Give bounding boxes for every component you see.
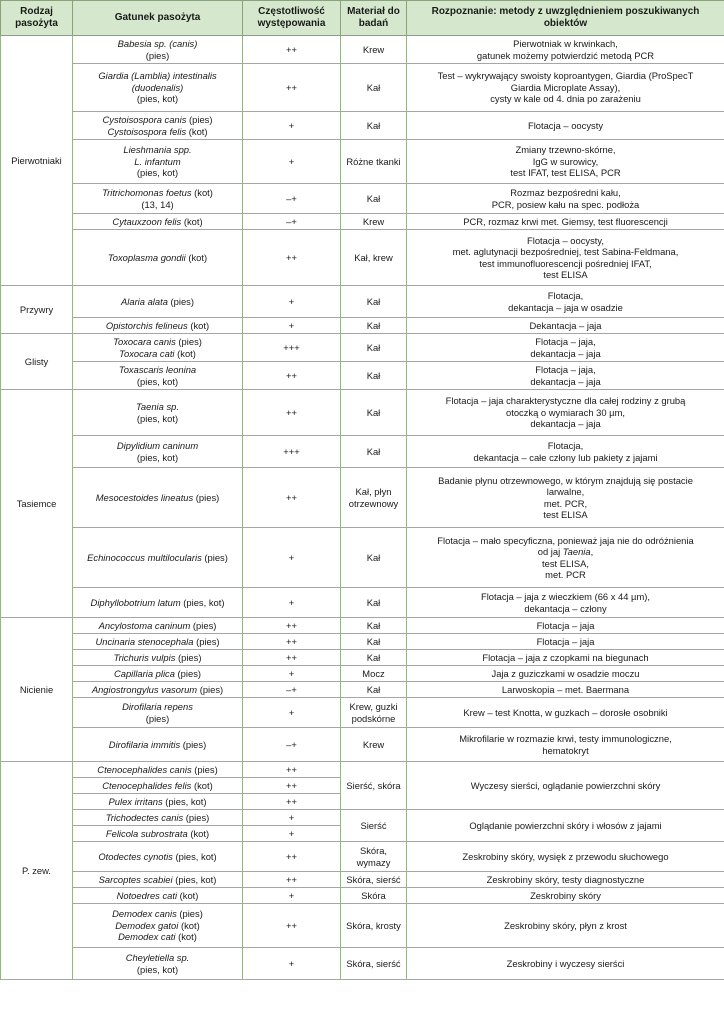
species-cell [73, 64, 243, 112]
species-name: Dipylidium caninum [116, 440, 199, 452]
frequency-cell: –+ [243, 214, 341, 230]
species-name: Taenia sp. [136, 401, 179, 413]
species-name: Diphyllobotrium latum [90, 596, 181, 608]
diagnosis-cell [407, 618, 724, 634]
species-cell [73, 230, 243, 286]
material-cell: Kał [341, 64, 407, 112]
material-cell: Kał [341, 588, 407, 618]
species-cell [73, 794, 243, 810]
table-row [1, 666, 724, 682]
host-name: (pies, kot) [162, 795, 207, 807]
host-name: (pies, kot) [180, 596, 225, 608]
frequency-cell: ++ [243, 230, 341, 286]
diag-text: Badanie płynu otrzewnowego, w którym znajdują się postacie [438, 474, 693, 486]
diag-text: met. aglutynacji bezpośredniej, test Sabina-Feldmana, [452, 246, 679, 258]
host-name: (kot) [181, 215, 203, 227]
species-name: Toxocara canis [113, 336, 176, 348]
host-name: (pies, kot) [136, 167, 179, 179]
species-name: Echinococcus multilocularis [87, 551, 202, 563]
diagnosis-cell [407, 728, 724, 762]
diag-text: dekantacja – jaja [530, 418, 601, 430]
species-cell [73, 286, 243, 318]
species-cell [73, 728, 243, 762]
frequency-cell: + [243, 948, 341, 980]
table-row [1, 362, 724, 390]
header-type: Rodzaj pasożyta [1, 1, 73, 36]
material-cell: Kał [341, 682, 407, 698]
table-row [1, 140, 724, 184]
host-name: (pies) [183, 811, 210, 823]
diag-text: Flotacja – oocysty, [527, 234, 604, 246]
diagnosis-cell [407, 872, 724, 888]
species-name: Cystoisospora canis [102, 114, 187, 126]
diag-text: Zeskrobiny skóry, płyn z krost [504, 919, 627, 931]
diag-text: met. PCR [545, 568, 586, 580]
species-name: Pulex irritans [108, 795, 163, 807]
diag-text: Zeskrobiny skóry, wysięk z przewodu słuchowego [462, 850, 669, 862]
diag-text: otoczką o wymiarach 30 µm, [506, 406, 625, 418]
species-cell [73, 778, 243, 794]
species-cell [73, 318, 243, 334]
host-name: (kot) [177, 889, 199, 901]
species-name: Cytauxzoon felis [112, 215, 182, 227]
table-row [1, 588, 724, 618]
diag-text: dekantacja – jaja w osadzie [508, 301, 623, 313]
header-species: Gatunek pasożyta [73, 1, 243, 36]
frequency-cell: + [243, 528, 341, 588]
table-row [1, 390, 724, 436]
table-row [1, 64, 724, 112]
frequency-cell: ++ [243, 762, 341, 778]
host-name: (pies, kot) [136, 963, 179, 975]
species-name: Otodectes cynotis [98, 850, 173, 862]
host-name: (kot) [186, 125, 208, 137]
frequency-cell: + [243, 810, 341, 826]
diag-text: Mikrofilarie w rozmazie krwi, testy immunologiczne, [459, 733, 672, 745]
species-cell [73, 810, 243, 826]
frequency-cell: ++ [243, 904, 341, 948]
diag-text: Flotacja – jaja [536, 619, 595, 631]
species-cell [73, 904, 243, 948]
header-frequency: Częstotliwość występowania [243, 1, 341, 36]
table-row [1, 36, 724, 64]
frequency-cell: + [243, 112, 341, 140]
header-row [1, 1, 724, 36]
frequency-cell: –+ [243, 728, 341, 762]
material-cell: Kał [341, 184, 407, 214]
frequency-cell: ++ [243, 794, 341, 810]
diag-text: Krew – test Knotta, w guzkach – dorosłe osobniki [463, 706, 668, 718]
material-cell: Kał [341, 318, 407, 334]
species-name: Demodex canis [112, 908, 177, 920]
diag-text: Test – wykrywający swoisty koproantygen, Giardia (ProSpecT [437, 70, 694, 82]
host-name: (kot) [185, 251, 208, 263]
host-name: (kot) [174, 347, 196, 359]
diag-text: Zeskrobiny skóry, testy diagnostyczne [486, 873, 645, 885]
species-name: Ctenocephalides felis [102, 779, 192, 791]
frequency-cell: + [243, 698, 341, 728]
species-name: (duodenalis) [131, 81, 184, 93]
species-name: Toxoplasma gondii [107, 251, 186, 263]
diag-text: Dekantacja – jaja [529, 319, 602, 331]
diag-text: test immunofluorescencji pośredniej IFAT, [479, 257, 652, 269]
table-row [1, 528, 724, 588]
frequency-cell: + [243, 888, 341, 904]
frequency-cell: + [243, 826, 341, 842]
diagnosis-cell [407, 888, 724, 904]
diagnosis-cell [407, 334, 724, 362]
species-name: Angiostrongylus vasorum [91, 683, 198, 695]
table-row [1, 842, 724, 872]
frequency-cell: ++ [243, 390, 341, 436]
diagnosis-cell [407, 948, 724, 980]
table-body [1, 36, 724, 980]
material-cell: Kał [341, 334, 407, 362]
frequency-cell: ++ [243, 634, 341, 650]
diag-text: dekantacja – jaja [530, 375, 601, 387]
host-name: (pies, kot) [136, 93, 179, 105]
material-cell: Sierść [341, 810, 407, 842]
diag-text: PCR, rozmaz krwi met. Giemsy, test fluorescencji [463, 215, 668, 227]
species-cell [73, 948, 243, 980]
species-cell [73, 872, 243, 888]
table-row [1, 698, 724, 728]
diag-text: Zeskrobiny skóry [530, 889, 601, 901]
species-name: Alaria alata [121, 295, 168, 307]
diagnosis-cell [407, 390, 724, 436]
species-name: Sarcoptes scabiei [98, 873, 173, 885]
table-row [1, 904, 724, 948]
table-row [1, 762, 724, 778]
table-row [1, 682, 724, 698]
host-name: (pies) [145, 49, 170, 61]
material-cell: Kał [341, 436, 407, 468]
group-name-cell: Przywry [1, 286, 73, 334]
host-name: (kot) [191, 187, 213, 199]
species-cell [73, 682, 243, 698]
material-cell: Kał [341, 286, 407, 318]
species-name: Tritrichomonas foetus [102, 187, 192, 199]
material-cell: Kał, płyn otrzewnowy [341, 468, 407, 528]
group-name-cell: Nicienie [1, 618, 73, 762]
material-cell: Kał [341, 634, 407, 650]
table-row [1, 634, 724, 650]
diag-text: Giardia Microplate Assay), [510, 81, 621, 93]
species-name: Trichuris vulpis [113, 651, 176, 663]
species-name: Babesia sp. (canis) [117, 38, 198, 50]
host-name: (pies) [190, 619, 217, 631]
table-row [1, 618, 724, 634]
diagnosis-cell [407, 682, 724, 698]
species-cell [73, 140, 243, 184]
species-cell [73, 436, 243, 468]
table-row [1, 112, 724, 140]
frequency-cell: ++ [243, 650, 341, 666]
species-cell [73, 588, 243, 618]
diagnosis-cell [407, 112, 724, 140]
species-name: Cheyletiella sp. [125, 952, 190, 964]
species-cell [73, 390, 243, 436]
table-row [1, 230, 724, 286]
host-name: (pies, kot) [136, 451, 179, 463]
diagnosis-cell [407, 634, 724, 650]
diag-text: met. PCR, [543, 497, 588, 509]
species-cell [73, 214, 243, 230]
diag-text: test IFAT, test ELISA, PCR [510, 167, 621, 179]
frequency-cell: + [243, 588, 341, 618]
diagnosis-cell [407, 286, 724, 318]
group-name-cell: Pierwotniaki [1, 36, 73, 286]
host-name: (kot) [187, 319, 210, 331]
diagnosis-cell [407, 698, 724, 728]
diagnosis-cell [407, 230, 724, 286]
host-name: (pies) [145, 712, 170, 724]
table-row [1, 318, 724, 334]
table-row [1, 184, 724, 214]
material-cell: Skóra, wymazy [341, 842, 407, 872]
host-name: (pies) [176, 908, 203, 920]
species-name: Lieshmania spp. [123, 144, 192, 156]
material-cell: Kał, krew [341, 230, 407, 286]
diagnosis-cell: Wyczesy sierści, oglądanie powierzchni skóry [407, 762, 724, 810]
host-name: (pies) [175, 651, 202, 663]
diag-text: Flotacja – mało specyficzna, ponieważ jaja nie do odróżnienia [437, 534, 694, 546]
diag-text: Rozmaz bezpośredni kału, [510, 187, 621, 199]
material-cell: Kał [341, 362, 407, 390]
frequency-cell: +++ [243, 334, 341, 362]
species-name: Mesocestoides lineatus [95, 491, 194, 503]
host-name: (pies) [197, 683, 224, 695]
table-row [1, 468, 724, 528]
group-name-cell: P. zew. [1, 762, 73, 980]
material-cell: Krew [341, 36, 407, 64]
species-name: Dirofilaria immitis [108, 738, 181, 750]
diag-text: Flotacja – jaja, [535, 364, 596, 376]
host-name: (pies) [180, 738, 207, 750]
material-cell: Skóra, sierść [341, 872, 407, 888]
diag-text: dekantacja – jaja [530, 347, 601, 359]
frequency-cell: ++ [243, 872, 341, 888]
diagnosis-cell [407, 362, 724, 390]
diag-text: Flotacja, [547, 290, 584, 302]
host-name: (kot) [175, 931, 197, 943]
diagnosis-cell: Oglądanie powierzchni skóry i włosów z jajami [407, 810, 724, 842]
frequency-cell: ++ [243, 618, 341, 634]
frequency-cell: + [243, 318, 341, 334]
host-name: (pies) [175, 336, 202, 348]
material-cell: Kał [341, 528, 407, 588]
host-name: (pies) [167, 295, 194, 307]
species-cell [73, 362, 243, 390]
diagnosis-cell [407, 64, 724, 112]
diagnosis-cell [407, 666, 724, 682]
frequency-cell: –+ [243, 682, 341, 698]
species-cell [73, 184, 243, 214]
diagnosis-cell [407, 140, 724, 184]
species-name: Cystoisospora felis [107, 125, 187, 137]
diag-text: IgG w surowicy, [532, 155, 599, 167]
material-cell: Mocz [341, 666, 407, 682]
diag-text: Flotacja – oocysty [527, 119, 604, 131]
host-name: (pies) [174, 667, 201, 679]
table-row [1, 728, 724, 762]
frequency-cell: ++ [243, 362, 341, 390]
frequency-cell: ++ [243, 842, 341, 872]
header-material: Materiał do badań [341, 1, 407, 36]
group-name-cell: Tasiemce [1, 390, 73, 618]
species-cell [73, 36, 243, 64]
diagnosis-cell [407, 436, 724, 468]
host-name: (pies) [186, 114, 213, 126]
material-cell: Kał [341, 112, 407, 140]
material-cell: Kał [341, 390, 407, 436]
frequency-cell: ++ [243, 778, 341, 794]
host-name: (pies) [201, 551, 228, 563]
material-cell: Krew [341, 214, 407, 230]
material-cell: Skóra, sierść [341, 948, 407, 980]
table-row [1, 810, 724, 826]
species-name: L. infantum [134, 155, 181, 167]
diag-text: Flotacja – jaja [536, 635, 595, 647]
species-name: Demodex gatoi [115, 919, 179, 931]
diagnosis-cell [407, 36, 724, 64]
diag-text: test ELISA [543, 268, 588, 280]
species-cell [73, 112, 243, 140]
diag-text: Flotacja – jaja charakterystyczne dla całej rodziny z grubą [445, 395, 686, 407]
species-cell [73, 468, 243, 528]
diag-text: Flotacja, [547, 440, 584, 452]
header-diagnosis: Rozpoznanie: metody z uwzględnieniem poszukiwanych obiektów [407, 1, 724, 36]
host-name: (13, 14) [141, 198, 174, 210]
frequency-cell: + [243, 666, 341, 682]
diag-text: , [590, 546, 594, 558]
material-cell: Kał [341, 650, 407, 666]
species-cell [73, 666, 243, 682]
species-cell [73, 842, 243, 872]
diagnosis-cell [407, 650, 724, 666]
diag-text: dekantacja – człony [524, 602, 607, 614]
species-name: Opistorchis felineus [105, 319, 188, 331]
species-name: Notoedres cati [116, 889, 178, 901]
host-name: (kot) [191, 779, 213, 791]
diag-text: Flotacja – jaja z czopkami na biegunach [482, 651, 649, 663]
diagnosis-cell [407, 468, 724, 528]
host-name: (pies) [193, 491, 220, 503]
diag-text: gatunek możemy potwierdzić metodą PCR [476, 49, 655, 61]
diag-text: cysty w kale od 4. dnia po zarażeniu [490, 93, 641, 105]
diag-text: PCR, posiew kału na spec. podłoża [491, 198, 640, 210]
species-name: Ctenocephalides canis [97, 763, 192, 775]
species-cell [73, 618, 243, 634]
table-row [1, 334, 724, 362]
frequency-cell: ++ [243, 64, 341, 112]
diag-text: Flotacja – jaja, [535, 336, 596, 348]
diag-text: Zmiany trzewno-skórne, [515, 144, 616, 156]
table-row [1, 214, 724, 230]
species-name: Toxascaris leonina [118, 364, 197, 376]
diagnosis-cell [407, 528, 724, 588]
diagnosis-cell [407, 214, 724, 230]
diag-text: Larwoskopia – met. Baermana [501, 683, 630, 695]
species-cell [73, 334, 243, 362]
table-row [1, 436, 724, 468]
material-cell: Kał [341, 618, 407, 634]
diagnosis-cell [407, 842, 724, 872]
table-row [1, 888, 724, 904]
species-cell [73, 762, 243, 778]
species-name: Toxocara cati [119, 347, 175, 359]
diagnosis-cell [407, 588, 724, 618]
species-cell [73, 528, 243, 588]
host-name: (pies, kot) [136, 375, 179, 387]
material-cell: Krew, guzki podskórne [341, 698, 407, 728]
host-name: (pies) [191, 763, 218, 775]
diagnosis-cell [407, 184, 724, 214]
table-row [1, 650, 724, 666]
species-name: Felicola subrostrata [105, 827, 188, 839]
frequency-cell: + [243, 286, 341, 318]
material-cell: Różne tkanki [341, 140, 407, 184]
diag-species: Taenia [562, 546, 591, 558]
material-cell: Skóra [341, 888, 407, 904]
species-name: Giardia (Lamblia) intestinalis [98, 70, 217, 82]
table-row [1, 286, 724, 318]
species-cell [73, 888, 243, 904]
species-cell [73, 826, 243, 842]
material-cell: Krew [341, 728, 407, 762]
diag-text: dekantacja – całe człony lub pakiety z jajami [473, 451, 658, 463]
diagnosis-cell [407, 904, 724, 948]
species-cell [73, 698, 243, 728]
diag-text: Pierwotniak w krwinkach, [513, 38, 618, 50]
host-name: (kot) [187, 827, 210, 839]
diagnosis-cell [407, 318, 724, 334]
diag-text: larwalne, [546, 486, 585, 498]
material-cell: Skóra, krosty [341, 904, 407, 948]
diag-text: test ELISA, [542, 557, 589, 569]
table-row [1, 948, 724, 980]
frequency-cell: +++ [243, 436, 341, 468]
diag-text: hematokryt [542, 744, 589, 756]
host-name: (kot) [178, 919, 200, 931]
frequency-cell: –+ [243, 184, 341, 214]
species-name: Uncinaria stenocephala [95, 635, 194, 647]
diag-text: od jaj [537, 546, 563, 558]
host-name: (pies, kot) [172, 850, 217, 862]
species-name: Trichodectes canis [105, 811, 184, 823]
diag-text: Jaja z guziczkami w osadzie moczu [491, 667, 640, 679]
material-cell: Sierść, skóra [341, 762, 407, 810]
group-name-cell: Glisty [1, 334, 73, 390]
table-row [1, 872, 724, 888]
diag-text: Zeskrobiny i wyczesy sierści [506, 957, 625, 969]
diag-text: test ELISA [543, 508, 588, 520]
frequency-cell: ++ [243, 36, 341, 64]
species-name: Dirofilaria repens [122, 701, 193, 713]
species-cell [73, 650, 243, 666]
species-name: Capillaria plica [113, 667, 175, 679]
diag-text: Flotacja – jaja z wieczkiem (66 x 44 µm), [481, 591, 650, 603]
host-name: (pies, kot) [172, 873, 217, 885]
species-name: Ancylostoma caninum [98, 619, 191, 631]
species-cell [73, 634, 243, 650]
host-name: (pies, kot) [136, 412, 179, 424]
frequency-cell: ++ [243, 468, 341, 528]
species-name: Demodex cati [118, 931, 176, 943]
frequency-cell: + [243, 140, 341, 184]
host-name: (pies) [193, 635, 220, 647]
